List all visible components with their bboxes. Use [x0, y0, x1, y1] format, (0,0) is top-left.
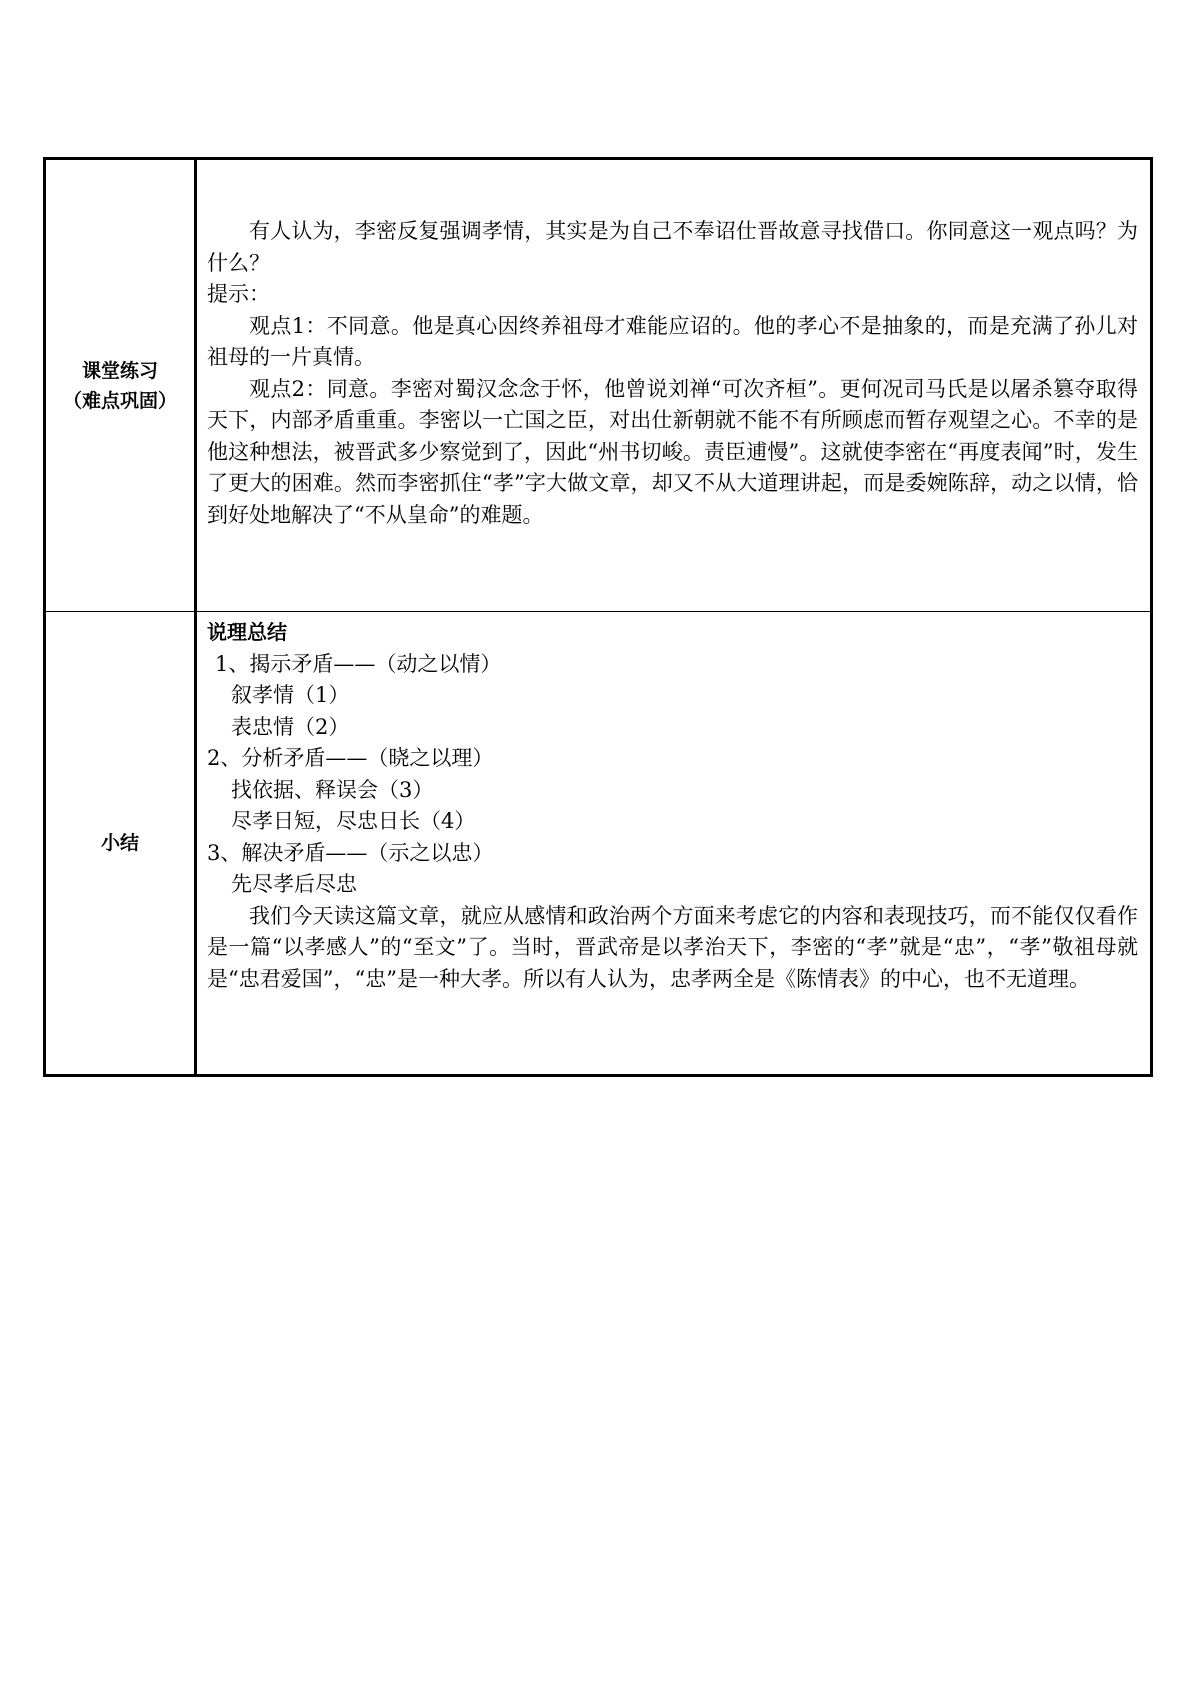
view-2: 观点2：同意。李密对蜀汉念念于怀，他曾说刘禅“可次齐桓”。更何况司马氏是以屠杀篡夺取得天下，内部矛盾重重。李密以一亡国之臣，对出仕新朝就不能不有所顾虑而暂存观望之心。不幸的是他这种想法，被晋武多少察觉到了，因此“州书切峻。责臣逋慢”。这就使李密在“再度表闻”时，发生了更大的困难。然而李密抓住“孝”字大做文章，却又不从大道理讲起，而是委婉陈辞，动之以情，恰到好处地解决了“不从皇命”的难题。 [207, 376, 1138, 527]
summary-item-1: 1、揭示矛盾——（动之以情） [215, 651, 502, 676]
summary-item-3: 3、解决矛盾——（示之以忠） [207, 840, 494, 865]
table-row-practice [46, 160, 1150, 612]
summary-item-1b: 表忠情（2） [231, 714, 350, 739]
row-label-summary: 小结 [46, 612, 197, 1074]
summary-item-2: 2、分析矛盾——（晓之以理） [207, 746, 494, 770]
summary-item-2b: 尽孝日短，尽忠日长（4） [231, 809, 476, 833]
table-row-summary [46, 612, 1150, 1074]
view-1: 观点1：不同意。他是真心因终养祖母才难能应诏的。他的孝心不是抽象的，而是充满了孙儿对祖母的一片真情。 [207, 313, 1138, 369]
summary-item-1a: 叙孝情（1） [231, 683, 350, 707]
hint-label: 提示： [207, 282, 270, 306]
practice-question: 有人认为，李密反复强调孝情，其实是为自己不奉诏仕晋故意寻找借口。你同意这一观点吗？为什么？ [207, 219, 1138, 275]
practice-content [197, 160, 1150, 611]
row-label-line2: （难点巩固） [62, 389, 177, 412]
summary-paragraph: 我们今天读这篇文章，就应从感情和政治两个方面来考虑它的内容和表现技巧，而不能仅仅看作是一篇“以孝感人”的“至文”了。当时，晋武帝是以孝治天下，李密的“孝”就是“忠”，“孝”敬祖母就是“忠君爱国”，“忠”是一种大孝。所以有人认为，忠孝两全是《陈情表》的中心，也不无道理。 [207, 903, 1138, 991]
summary-item-2a: 找依据、释误会（3） [231, 777, 434, 802]
lesson-table [43, 157, 1153, 1077]
summary-heading: 说理总结 [207, 620, 287, 644]
summary-content [197, 612, 1150, 1074]
row-label-practice [46, 160, 197, 611]
summary-item-3a: 先尽孝后尽忠 [231, 872, 357, 896]
row-label-line1: 课堂练习 [81, 359, 158, 382]
